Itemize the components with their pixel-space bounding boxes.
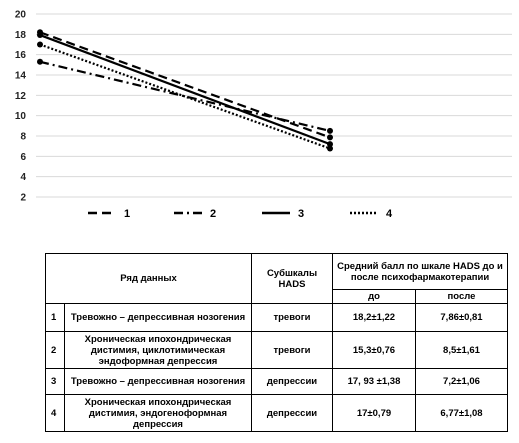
row-after: 8,5±1,61	[416, 332, 508, 369]
row-after: 7,2±1,06	[416, 369, 508, 395]
table-row	[46, 304, 508, 332]
row-before: 15,3±0,76	[333, 332, 416, 369]
data-point	[327, 146, 333, 152]
data-table	[45, 253, 508, 432]
table-row	[46, 332, 508, 369]
data-point	[327, 128, 333, 134]
data-point	[37, 32, 43, 38]
y-axis-ticks	[15, 10, 27, 204]
data-point	[37, 59, 43, 65]
row-after: 6,77±1,08	[416, 395, 508, 432]
header-score: Средний балл по шкале HADS до и после психофармакотерапии	[333, 254, 508, 290]
row-subscale: депрессии	[252, 395, 333, 432]
header-before: до	[333, 290, 416, 304]
row-before: 18,2±1,22	[333, 304, 416, 332]
row-description: Хроническая ипохондрическая дистимия, циклотимическая эндоформная депрессия	[65, 332, 252, 369]
row-number: 4	[46, 395, 65, 432]
y-tick-label: 4	[20, 172, 26, 184]
row-before: 17±0,79	[333, 395, 416, 432]
series-line-3	[40, 35, 330, 144]
row-subscale: тревоги	[252, 304, 333, 332]
row-after: 7,86±0,81	[416, 304, 508, 332]
row-subscale: тревоги	[252, 332, 333, 369]
y-tick-label: 18	[14, 29, 26, 41]
row-subscale: депрессии	[252, 369, 333, 395]
chart-legend	[88, 208, 393, 220]
table-header-row	[46, 254, 508, 290]
row-description: Тревожно – депрессивная нозогения	[65, 369, 252, 395]
y-tick-label: 8	[20, 131, 26, 143]
legend-label: 3	[298, 208, 305, 220]
y-tick-label: 14	[14, 70, 26, 82]
y-tick-label: 20	[14, 9, 26, 21]
row-description: Хроническая ипохондрическая дистимия, эндогеноформная депрессия	[65, 395, 252, 432]
row-number: 1	[46, 304, 65, 332]
y-tick-label: 6	[20, 151, 26, 163]
legend-label: 2	[210, 208, 217, 220]
y-tick-label: 12	[14, 90, 26, 102]
legend-label: 1	[124, 208, 131, 220]
row-number: 3	[46, 369, 65, 395]
data-point	[37, 42, 43, 48]
series-line-4	[40, 45, 330, 149]
header-series: Ряд данных	[46, 254, 252, 304]
y-tick-label: 16	[14, 50, 26, 62]
chart-gridlines	[36, 14, 512, 197]
y-tick-label: 2	[20, 192, 26, 204]
table-row	[46, 369, 508, 395]
legend-label: 4	[386, 208, 393, 220]
header-subscale: Субшкалы HADS	[252, 254, 333, 304]
row-before: 17, 93 ±1,38	[333, 369, 416, 395]
y-tick-label: 10	[14, 111, 26, 123]
data-point	[327, 134, 333, 140]
row-description: Тревожно – депрессивная нозогения	[65, 304, 252, 332]
chart-series	[37, 29, 333, 151]
header-after: после	[416, 290, 508, 304]
row-number: 2	[46, 332, 65, 369]
table-row	[46, 395, 508, 432]
